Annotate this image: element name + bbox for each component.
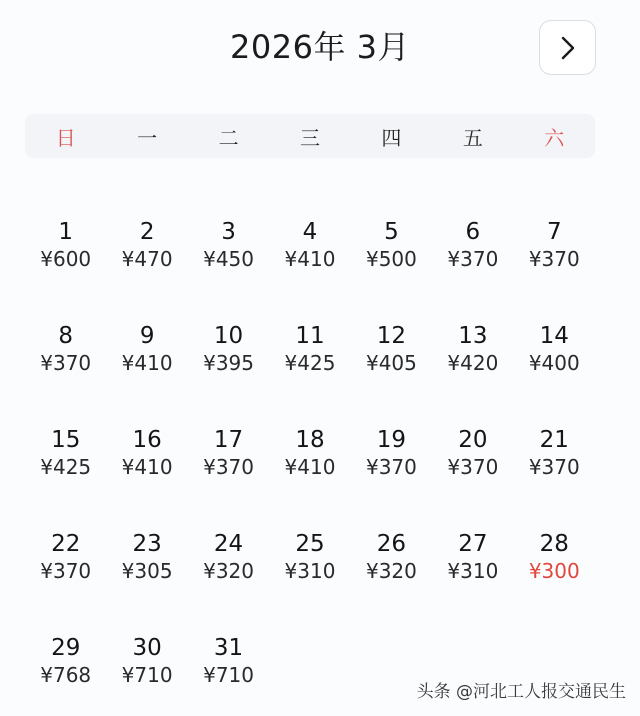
day-number: 22 [51, 531, 81, 557]
day-number: 13 [458, 323, 488, 349]
day-number: 14 [539, 323, 569, 349]
weekday-label: 五 [462, 125, 483, 150]
weekday-header [25, 114, 595, 158]
day-number: 25 [295, 531, 325, 557]
day-number: 23 [132, 531, 162, 557]
day-cell[interactable] [25, 218, 106, 322]
next-month-button[interactable] [539, 20, 596, 75]
day-price: ¥370 [365, 455, 417, 479]
day-price: ¥370 [447, 247, 499, 271]
day-cell[interactable] [106, 530, 187, 634]
day-price: ¥370 [528, 247, 580, 271]
day-cell[interactable] [432, 218, 513, 322]
day-price: ¥370 [447, 455, 499, 479]
day-cell[interactable] [188, 218, 269, 322]
day-number: 1 [58, 219, 74, 245]
day-price: ¥320 [365, 559, 417, 583]
day-number: 3 [221, 219, 236, 245]
day-cell[interactable] [269, 322, 350, 426]
day-cell[interactable] [351, 322, 432, 426]
weekday-label: 六 [544, 125, 565, 150]
day-number: 29 [51, 635, 81, 661]
day-number: 19 [376, 427, 407, 453]
day-cell[interactable] [514, 426, 595, 530]
day-price: ¥405 [365, 351, 417, 375]
day-price: ¥500 [365, 247, 417, 271]
day-number: 11 [295, 323, 325, 349]
day-price: ¥768 [40, 663, 92, 687]
day-number: 12 [376, 323, 407, 349]
day-cell[interactable] [351, 426, 432, 530]
day-number: 31 [213, 635, 244, 661]
day-price: ¥600 [40, 247, 92, 271]
day-price: ¥425 [40, 455, 92, 479]
day-cell[interactable] [514, 322, 595, 426]
day-cell[interactable] [269, 530, 350, 634]
day-cell[interactable] [351, 218, 432, 322]
lowest-price: ¥300 [528, 559, 580, 583]
day-cell[interactable] [188, 322, 269, 426]
day-number: 8 [58, 323, 74, 349]
day-number: 17 [213, 427, 244, 453]
day-price: ¥450 [203, 247, 255, 271]
day-cell[interactable] [106, 218, 187, 322]
day-price: ¥310 [447, 559, 499, 583]
calendar-header [0, 0, 640, 100]
day-cell[interactable] [25, 530, 106, 634]
day-number: 27 [458, 531, 488, 557]
day-cell[interactable] [25, 634, 106, 716]
day-number: 10 [213, 323, 244, 349]
day-price: ¥710 [203, 663, 255, 687]
weekday-label: 三 [299, 125, 320, 150]
day-number: 30 [132, 635, 162, 661]
day-number: 2 [139, 219, 155, 245]
day-number: 9 [139, 323, 155, 349]
day-price: ¥370 [40, 559, 92, 583]
calendar-grid [25, 218, 595, 716]
day-price: ¥710 [121, 663, 173, 687]
day-cell[interactable] [432, 530, 513, 634]
day-price: ¥370 [528, 455, 580, 479]
day-price: ¥310 [284, 559, 336, 583]
day-number: 20 [458, 427, 488, 453]
weekday-label: 日 [55, 125, 76, 150]
day-number: 5 [384, 219, 399, 245]
day-cell[interactable] [514, 218, 595, 322]
day-cell[interactable] [514, 530, 595, 634]
chevron-right-icon [559, 35, 577, 61]
weekday-label: 一 [137, 125, 158, 150]
day-price: ¥410 [284, 455, 336, 479]
day-price: ¥370 [40, 351, 92, 375]
day-price: ¥320 [203, 559, 255, 583]
day-number: 21 [539, 427, 569, 453]
day-cell[interactable] [106, 322, 187, 426]
day-number: 4 [302, 219, 318, 245]
day-price: ¥425 [284, 351, 336, 375]
day-price: ¥420 [447, 351, 499, 375]
day-price: ¥470 [121, 247, 173, 271]
day-number: 18 [295, 427, 325, 453]
day-cell[interactable] [432, 322, 513, 426]
day-cell[interactable] [25, 426, 106, 530]
day-cell[interactable] [188, 426, 269, 530]
day-price: ¥370 [203, 455, 255, 479]
day-number: 26 [376, 531, 407, 557]
day-price: ¥305 [121, 559, 173, 583]
day-number: 16 [132, 427, 162, 453]
watermark: 头条 @河北工人报交通民生 [416, 682, 626, 702]
day-cell[interactable] [188, 634, 269, 716]
day-cell[interactable] [351, 530, 432, 634]
day-cell[interactable] [269, 218, 350, 322]
day-number: 28 [539, 531, 569, 557]
day-number: 15 [51, 427, 81, 453]
day-number: 7 [546, 219, 562, 245]
month-title: 2026年 3月 [230, 28, 410, 66]
day-price: ¥395 [203, 351, 255, 375]
day-number: 24 [213, 531, 244, 557]
day-price: ¥410 [121, 455, 173, 479]
day-cell[interactable] [106, 426, 187, 530]
day-cell[interactable] [432, 426, 513, 530]
day-number: 6 [465, 219, 481, 245]
weekday-label: 二 [218, 125, 239, 150]
day-cell[interactable] [188, 530, 269, 634]
day-cell[interactable] [106, 634, 187, 716]
day-price: ¥400 [528, 351, 580, 375]
weekday-label: 四 [381, 125, 402, 150]
day-price: ¥410 [284, 247, 336, 271]
day-cell[interactable] [25, 322, 106, 426]
day-cell[interactable] [269, 426, 350, 530]
day-price: ¥410 [121, 351, 173, 375]
